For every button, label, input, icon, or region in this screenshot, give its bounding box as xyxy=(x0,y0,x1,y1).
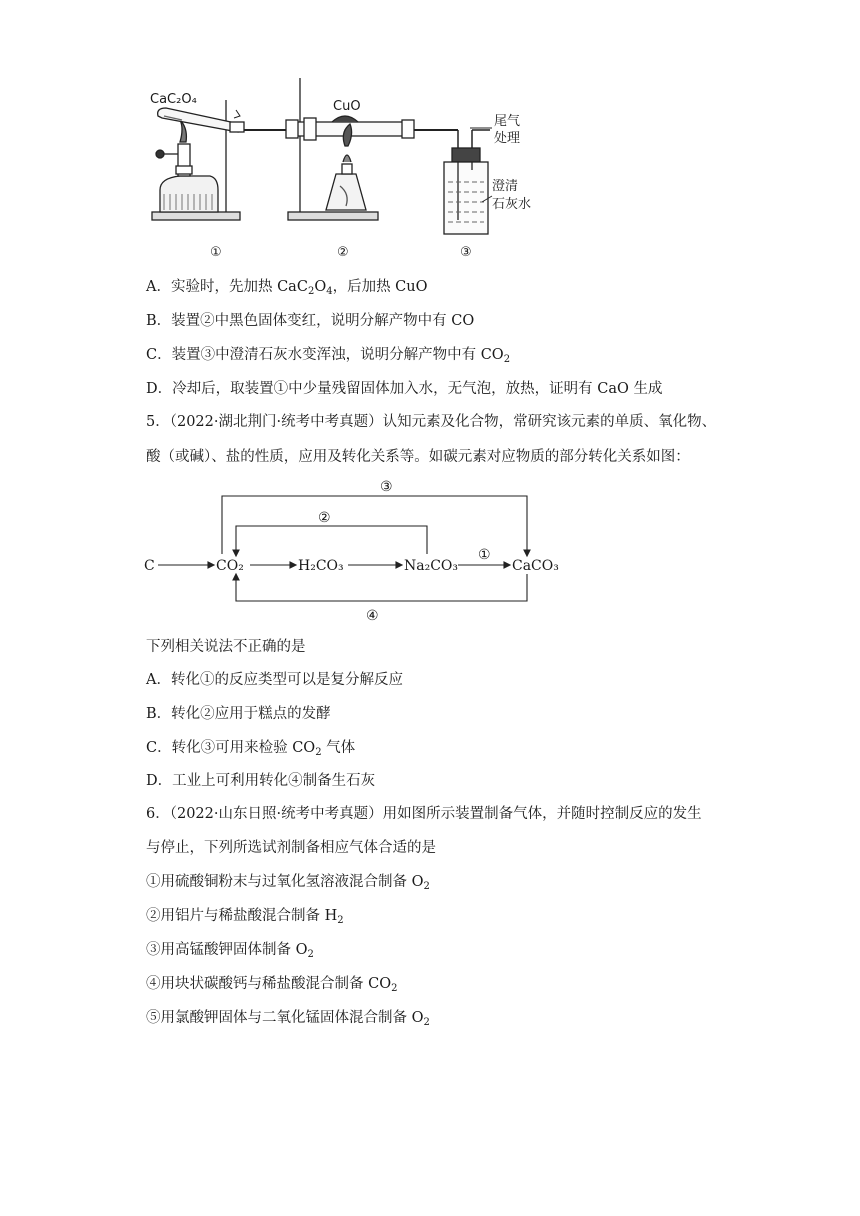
node-co2: CO₂ xyxy=(216,558,244,574)
q6-item-2 xyxy=(146,940,314,960)
exhaust-label-2: 处理 xyxy=(494,131,521,146)
apparatus-figure xyxy=(140,70,540,265)
apparatus-number-3: ③ xyxy=(460,245,472,260)
limewater-label-2: 石灰水 xyxy=(492,197,532,212)
limewater-label-1: 澄清 xyxy=(492,179,519,194)
q6-item-0 xyxy=(146,872,430,892)
text-run: ①用硫酸铜粉末与过氧化氢溶液混合制备 O xyxy=(146,874,424,890)
text-run: 装置③中澄清石灰水变浑浊，说明分解产物中有 CO xyxy=(171,347,504,363)
question-5-line-2: 酸（或碱）、盐的性质，应用及转化关系等。如碳元素对应物质的部分转化关系如图： xyxy=(146,449,690,465)
option-letter: D． xyxy=(146,773,173,789)
text-run: 工业上可利用转化④制备生石灰 xyxy=(172,773,376,789)
text-run: ②用铝片与稀盐酸混合制备 H xyxy=(146,908,338,924)
subscript: 2 xyxy=(391,983,398,994)
subscript: 2 xyxy=(503,354,511,365)
arrow-label-3: ③ xyxy=(380,479,393,495)
q6-item-3 xyxy=(146,974,397,994)
text-run: 转化③可用来检验 CO xyxy=(171,740,316,756)
q6-item-1 xyxy=(146,906,344,926)
text-run: 装置②中黑色固体变红，说明分解产物中有 CO xyxy=(171,313,475,329)
option-letter: A． xyxy=(146,672,171,688)
subscript: 2 xyxy=(423,881,430,892)
reagent1-label: CaC₂O₄ xyxy=(150,92,197,107)
q5-option-3 xyxy=(146,771,375,791)
subscript: 2 xyxy=(423,1017,430,1028)
arrow-label-2: ② xyxy=(318,510,331,526)
subscript: 2 xyxy=(337,915,344,926)
option-letter: C． xyxy=(146,347,172,363)
option-letter: D． xyxy=(146,381,173,397)
text-run: 转化②应用于糕点的发酵 xyxy=(171,706,331,722)
node-h2co3: H₂CO₃ xyxy=(298,558,344,574)
q4-option-2 xyxy=(146,345,510,365)
text-run: 冷却后，取装置①中少量残留固体加入水，无气泡，放热，证明有 CaO 生成 xyxy=(172,381,663,397)
question-5-prompt: 下列相关说法不正确的是 xyxy=(146,639,306,655)
text-run: ④用块状碳酸钙与稀盐酸混合制备 CO xyxy=(146,976,392,992)
text-run: 转化①的反应类型可以是复分解反应 xyxy=(170,672,403,688)
q4-option-0 xyxy=(146,277,428,297)
arrow-label-1: ① xyxy=(478,547,491,563)
subscript: 2 xyxy=(307,949,314,960)
text-run: ，后加热 CuO xyxy=(332,279,428,295)
option-letter: B． xyxy=(146,313,172,329)
apparatus-number-2: ② xyxy=(337,245,349,260)
arrow-label-4: ④ xyxy=(366,608,379,624)
node-c: C xyxy=(144,558,155,574)
node-caco3: CaCO₃ xyxy=(512,558,559,574)
option-letter: B． xyxy=(146,706,172,722)
q6-item-4 xyxy=(146,1008,430,1028)
text-run: ③用高锰酸钾固体制备 O xyxy=(146,942,308,958)
question-6-line-1: 6．（2022·山东日照·统考中考真题）用如图所示装置制备气体，并随时控制反应的发生 xyxy=(146,806,702,822)
exhaust-label-1: 尾气 xyxy=(494,114,521,129)
q5-option-0 xyxy=(146,670,403,690)
apparatus-number-1: ① xyxy=(210,245,222,260)
option-letter: C． xyxy=(146,740,172,756)
subscript: 2 xyxy=(307,286,315,297)
text-run: 气体 xyxy=(321,740,356,756)
reagent2-label: CuO xyxy=(333,99,361,114)
question-6-line-2: 与停止，下列所选试剂制备相应气体合适的是 xyxy=(146,840,436,856)
subscript: 4 xyxy=(326,286,333,297)
q5-option-2 xyxy=(146,738,355,758)
question-5-line-1: 5．（2022·湖北荆门·统考中考真题）认知元素及化合物，常研究该元素的单质、氧化物、 xyxy=(146,414,717,430)
subscript: 2 xyxy=(315,747,322,758)
q4-option-1 xyxy=(146,311,474,331)
text-run: 实验时，先加热 CaC xyxy=(170,279,308,295)
q5-option-1 xyxy=(146,704,331,724)
text-run: O xyxy=(314,279,327,295)
option-letter: A． xyxy=(146,279,171,295)
node-na2co3: Na₂CO₃ xyxy=(404,558,459,574)
q4-option-3 xyxy=(146,379,662,399)
carbon-conversion-diagram xyxy=(140,474,580,624)
text-run: ⑤用氯酸钾固体与二氧化锰固体混合制备 O xyxy=(146,1010,424,1026)
